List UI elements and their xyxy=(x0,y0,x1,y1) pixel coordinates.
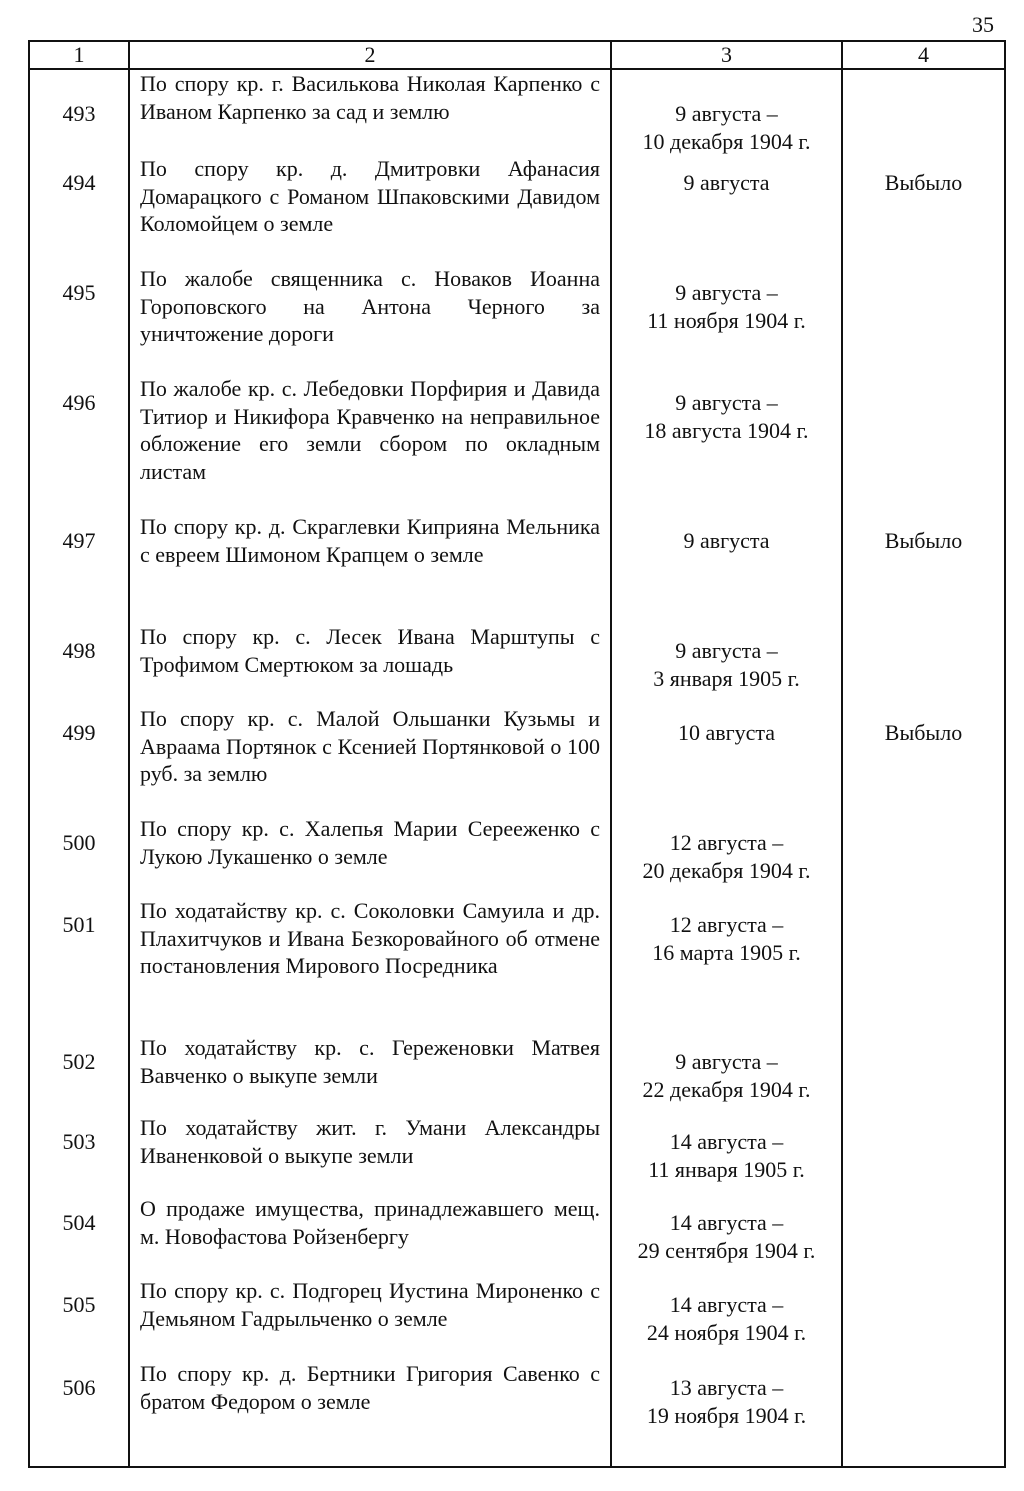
date-end: 18 августа 1904 г. xyxy=(644,417,809,443)
date-end: 20 декабря 1904 г. xyxy=(642,857,811,883)
row-description: По жалобе кр. с. Лебедовки Порфирия и Давида Титиор и Никифора Кравченко на неправильное обложение его земли сбором по окладным листам xyxy=(129,375,611,513)
date-start: 9 августа – xyxy=(675,638,778,663)
row-note: Выбыло xyxy=(842,155,1005,265)
row-description: По спору кр. г. Василькова Николая Карпенко с Иваном Карпенко за сад и землю xyxy=(129,69,611,155)
date-end: 19 ноября 1904 г. xyxy=(646,1402,807,1428)
row-dates xyxy=(611,1277,842,1360)
table-row xyxy=(29,1360,1005,1443)
row-note xyxy=(842,1360,1005,1443)
row-dates xyxy=(611,375,842,513)
row-dates xyxy=(611,1114,842,1195)
table-row xyxy=(29,155,1005,265)
row-description: По жалобе священника с. Новаков Иоанна Гороповского на Антона Черного за уничтожение дороги xyxy=(129,265,611,375)
row-number: 505 xyxy=(29,1277,129,1360)
table-row xyxy=(29,897,1005,1034)
row-description: По ходатайству кр. с. Соколовки Самуила и др. Плахитчуков и Ивана Безкоровайного об отмене постановления Мирового Посредника xyxy=(129,897,611,1034)
row-note xyxy=(842,1114,1005,1195)
date-end: 16 марта 1905 г. xyxy=(652,939,801,965)
row-dates xyxy=(611,265,842,375)
row-number: 500 xyxy=(29,815,129,897)
row-note xyxy=(842,623,1005,705)
table-row xyxy=(29,1195,1005,1277)
row-description: По спору кр. с. Подгорец Иустина Мироненко с Демьяном Гадрыльченко о земле xyxy=(129,1277,611,1360)
table-row xyxy=(29,705,1005,815)
date-end: 29 сентября 1904 г. xyxy=(637,1237,816,1263)
column-header-1: 1 xyxy=(29,41,129,69)
row-dates xyxy=(611,815,842,897)
row-number: 497 xyxy=(29,513,129,623)
date-end: 3 января 1905 г. xyxy=(653,665,800,691)
filler-cell xyxy=(129,1443,611,1467)
filler-cell xyxy=(842,1443,1005,1467)
date-start: 14 августа – xyxy=(669,1210,784,1235)
date-start: 10 августа xyxy=(677,720,776,745)
table-row xyxy=(29,265,1005,375)
date-start: 9 августа xyxy=(683,170,770,195)
date-start: 13 августа – xyxy=(669,1375,784,1400)
table-row xyxy=(29,815,1005,897)
date-start: 9 августа – xyxy=(675,280,778,305)
row-number: 504 xyxy=(29,1195,129,1277)
row-note xyxy=(842,1277,1005,1360)
row-description: О продаже имущества, принадлежавшего мещ. м. Новофастова Ройзенбергу xyxy=(129,1195,611,1277)
date-end: 11 ноября 1904 г. xyxy=(647,307,806,333)
row-description: По спору кр. с. Лесек Ивана Марштупы с Трофимом Смертюком за лошадь xyxy=(129,623,611,705)
row-number: 501 xyxy=(29,897,129,1034)
table-row xyxy=(29,1034,1005,1114)
date-start: 9 августа xyxy=(683,528,770,553)
row-note xyxy=(842,375,1005,513)
table-row xyxy=(29,513,1005,623)
row-dates xyxy=(611,623,842,705)
header-row xyxy=(29,41,1005,69)
table-row xyxy=(29,623,1005,705)
table-row xyxy=(29,1277,1005,1360)
row-description: По спору кр. д. Бертники Григория Савенко с братом Федором о земле xyxy=(129,1360,611,1443)
row-dates xyxy=(611,1034,842,1114)
row-dates xyxy=(611,897,842,1034)
row-dates xyxy=(611,1360,842,1443)
row-description: По спору кр. д. Скраглевки Киприяна Мельника с евреем Шимоном Крапцем о земле xyxy=(129,513,611,623)
row-dates xyxy=(611,513,842,623)
row-note: Выбыло xyxy=(842,513,1005,623)
row-number: 495 xyxy=(29,265,129,375)
date-start: 12 августа – xyxy=(669,830,784,855)
row-note xyxy=(842,1195,1005,1277)
row-dates xyxy=(611,155,842,265)
row-description: По ходатайству жит. г. Умани Александры Иваненковой о выкупе земли xyxy=(129,1114,611,1195)
row-number: 494 xyxy=(29,155,129,265)
filler-row xyxy=(29,1443,1005,1467)
register-table xyxy=(28,40,1006,1468)
row-description: По спору кр. с. Халепья Марии Серееженко с Лукою Лукашенко о земле xyxy=(129,815,611,897)
date-end: 24 ноября 1904 г. xyxy=(646,1319,807,1345)
row-note xyxy=(842,265,1005,375)
column-header-2: 2 xyxy=(129,41,611,69)
row-number: 499 xyxy=(29,705,129,815)
date-start: 14 августа – xyxy=(669,1129,784,1154)
column-header-4: 4 xyxy=(842,41,1005,69)
row-note: Выбыло xyxy=(842,705,1005,815)
row-number: 506 xyxy=(29,1360,129,1443)
row-dates xyxy=(611,705,842,815)
row-number: 502 xyxy=(29,1034,129,1114)
filler-cell xyxy=(29,1443,129,1467)
date-start: 14 августа – xyxy=(669,1292,784,1317)
row-note xyxy=(842,1034,1005,1114)
date-end: 10 декабря 1904 г. xyxy=(642,128,811,154)
date-start: 9 августа – xyxy=(675,390,778,415)
date-start: 9 августа – xyxy=(675,1049,778,1074)
row-number: 496 xyxy=(29,375,129,513)
table-row xyxy=(29,1114,1005,1195)
row-note xyxy=(842,897,1005,1034)
row-description: По спору кр. д. Дмитровки Афанасия Домарацкого с Романом Шпаковскими Давидом Коломойцем о земле xyxy=(129,155,611,265)
row-dates xyxy=(611,69,842,155)
row-number: 493 xyxy=(29,69,129,155)
table-row xyxy=(29,69,1005,155)
date-start: 9 августа – xyxy=(675,101,778,126)
row-note xyxy=(842,69,1005,155)
row-number: 503 xyxy=(29,1114,129,1195)
table-row xyxy=(29,375,1005,513)
page-number: 35 xyxy=(972,12,994,37)
row-number: 498 xyxy=(29,623,129,705)
row-description: По ходатайству кр. с. Гереженовки Матвея Вавченко о выкупе земли xyxy=(129,1034,611,1114)
column-header-3: 3 xyxy=(611,41,842,69)
date-end: 22 декабря 1904 г. xyxy=(642,1076,811,1102)
date-end: 11 января 1905 г. xyxy=(648,1156,805,1182)
filler-cell xyxy=(611,1443,842,1467)
date-start: 12 августа – xyxy=(669,912,784,937)
row-dates xyxy=(611,1195,842,1277)
row-note xyxy=(842,815,1005,897)
row-description: По спору кр. с. Малой Ольшанки Кузьмы и Авраама Портянок с Ксенией Портянковой о 100 руб. за землю xyxy=(129,705,611,815)
